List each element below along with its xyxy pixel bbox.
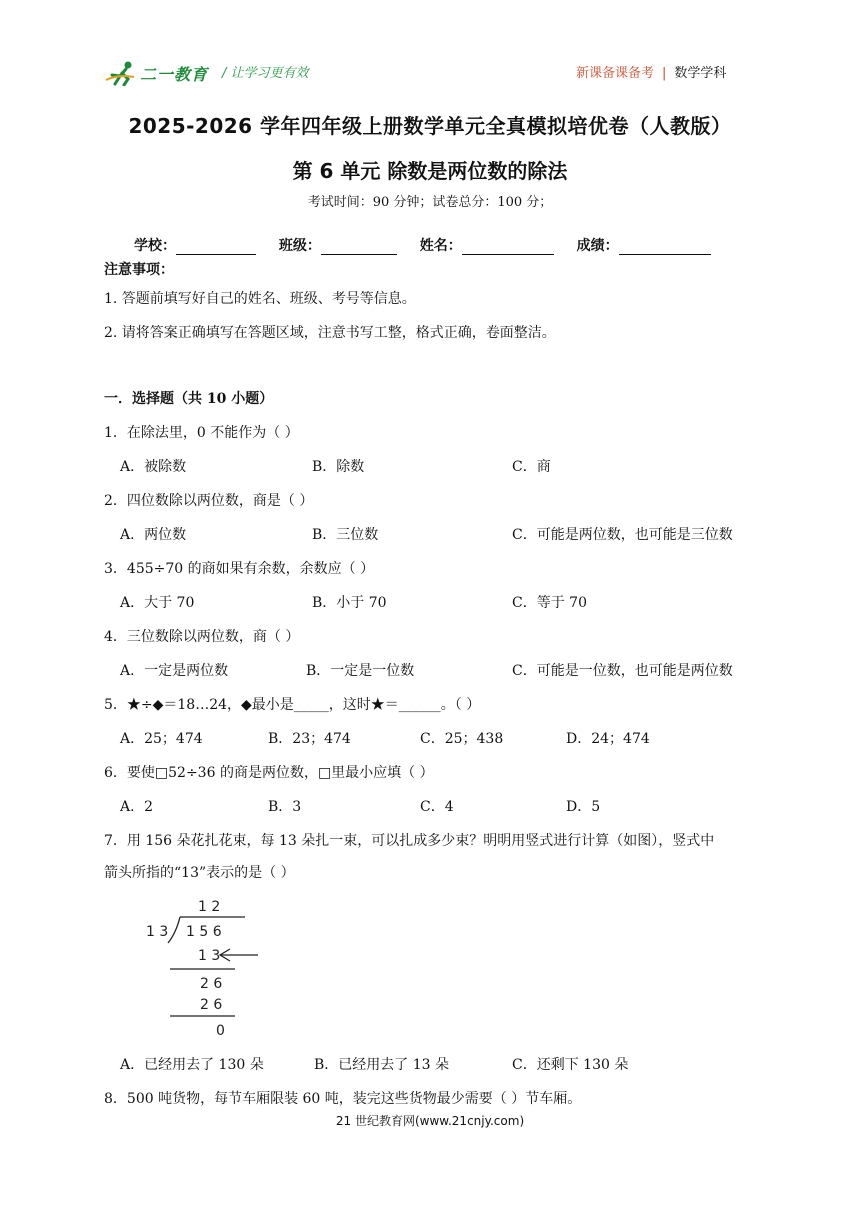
option-a[interactable]: A．25；474 bbox=[120, 731, 203, 747]
option-c[interactable]: C．4 bbox=[420, 799, 454, 815]
division-remainder: 0 bbox=[216, 1023, 225, 1039]
exam-info: 考试时间：90 分钟；试卷总分：100 分； bbox=[307, 195, 553, 210]
option-b[interactable]: B．3 bbox=[268, 799, 302, 815]
long-division-figure bbox=[140, 893, 270, 1043]
question-stem: 8．500 吨货物，每节车厢限装 60 吨，装完这些货物最少需要（ ）节车厢。 bbox=[104, 1091, 582, 1107]
header-subject: 数学学科 bbox=[674, 66, 727, 81]
option-a[interactable]: A．被除数 bbox=[120, 459, 187, 475]
brand-slogan: / 让学习更有效 bbox=[222, 66, 309, 81]
option-c[interactable]: C．等于 70 bbox=[512, 595, 587, 611]
option-c[interactable]: C．商 bbox=[512, 459, 551, 475]
question-stem: 4．三位数除以两位数，商（ ） bbox=[104, 629, 300, 645]
option-a[interactable]: A．一定是两位数 bbox=[120, 663, 229, 679]
class-blank[interactable] bbox=[321, 240, 397, 255]
option-c[interactable]: C．可能是两位数，也可能是三位数 bbox=[512, 527, 733, 543]
division-bracket bbox=[168, 917, 180, 943]
page-title: 2025-2026 学年四年级上册数学单元全真模拟培优卷（人教版） bbox=[128, 114, 732, 138]
option-d[interactable]: D．5 bbox=[566, 799, 601, 815]
option-b[interactable]: B．除数 bbox=[312, 459, 365, 475]
page-subtitle: 第 6 单元 除数是两位数的除法 bbox=[292, 159, 568, 183]
header-separator: | bbox=[662, 66, 667, 81]
option-d[interactable]: D．24；474 bbox=[566, 731, 650, 747]
question-stem-cont: 箭头所指的“13”表示的是（ ） bbox=[104, 865, 295, 881]
question-stem: 7．用 156 朵花扎花束，每 13 朵扎一束，可以扎成多少束？明明用竖式进行计算（如图），竖式中 bbox=[104, 833, 715, 849]
option-a[interactable]: A．2 bbox=[120, 799, 154, 815]
option-a[interactable]: A．两位数 bbox=[120, 527, 187, 543]
question-stem: 5．★÷◆＝18…24，◆最小是_____，这时★＝______。（ ） bbox=[104, 697, 481, 713]
school-field[interactable] bbox=[134, 235, 256, 255]
class-field[interactable] bbox=[279, 235, 397, 255]
brand-name: 二一教育 bbox=[140, 65, 209, 84]
class-label: 班级： bbox=[278, 238, 321, 254]
notice-item: 1. 答题前填写好自己的姓名、班级、考号等信息。 bbox=[104, 291, 416, 307]
option-b[interactable]: B．三位数 bbox=[312, 527, 379, 543]
score-label: 成绩： bbox=[576, 238, 619, 254]
option-b[interactable]: B．一定是一位数 bbox=[306, 663, 415, 679]
question-stem: 6．要使□52÷36 的商是两位数，□里最小应填（ ） bbox=[104, 765, 434, 781]
school-label: 学校： bbox=[134, 238, 176, 254]
name-blank[interactable] bbox=[462, 240, 554, 255]
option-c[interactable]: C．还剩下 130 朵 bbox=[512, 1057, 629, 1073]
division-step3: 2 6 bbox=[200, 997, 223, 1013]
name-field[interactable] bbox=[420, 235, 554, 255]
division-quotient: 1 2 bbox=[198, 899, 221, 915]
school-blank[interactable] bbox=[176, 240, 256, 255]
option-a[interactable]: A．已经用去了 130 朵 bbox=[120, 1057, 264, 1073]
question-stem: 1．在除法里，0 不能作为（ ） bbox=[104, 425, 299, 441]
score-field[interactable] bbox=[577, 235, 711, 255]
option-b[interactable]: B．已经用去了 13 朵 bbox=[314, 1057, 450, 1073]
option-c[interactable]: C．25；438 bbox=[420, 731, 504, 747]
name-label: 姓名： bbox=[419, 238, 462, 254]
option-c[interactable]: C．可能是一位数，也可能是两位数 bbox=[512, 663, 733, 679]
division-divisor: 1 3 bbox=[146, 924, 169, 940]
notice-item: 2. 请将答案正确填写在答题区域，注意书写工整，格式正确，卷面整洁。 bbox=[104, 325, 556, 341]
option-b[interactable]: B．23；474 bbox=[268, 731, 351, 747]
question-stem: 3．455÷70 的商如果有余数，余数应（ ） bbox=[104, 561, 375, 577]
question-stem: 2．四位数除以两位数，商是（ ） bbox=[104, 493, 314, 509]
option-a[interactable]: A．大于 70 bbox=[120, 595, 195, 611]
division-step1: 1 3 bbox=[198, 948, 221, 964]
division-dividend: 1 5 6 bbox=[186, 924, 222, 940]
notice-heading: 注意事项： bbox=[104, 262, 174, 278]
division-step2: 2 6 bbox=[200, 976, 223, 992]
section-heading: 一．选择题（共 10 小题） bbox=[104, 391, 274, 407]
page-footer: 21 世纪教育网(www.21cnjy.com) bbox=[335, 1114, 525, 1128]
header-tag: 新课备课备考 bbox=[576, 66, 655, 81]
score-blank[interactable] bbox=[619, 240, 711, 255]
arrow-icon bbox=[220, 949, 258, 961]
option-b[interactable]: B．小于 70 bbox=[312, 595, 387, 611]
header-right bbox=[576, 62, 726, 81]
student-info-fields bbox=[134, 235, 729, 255]
